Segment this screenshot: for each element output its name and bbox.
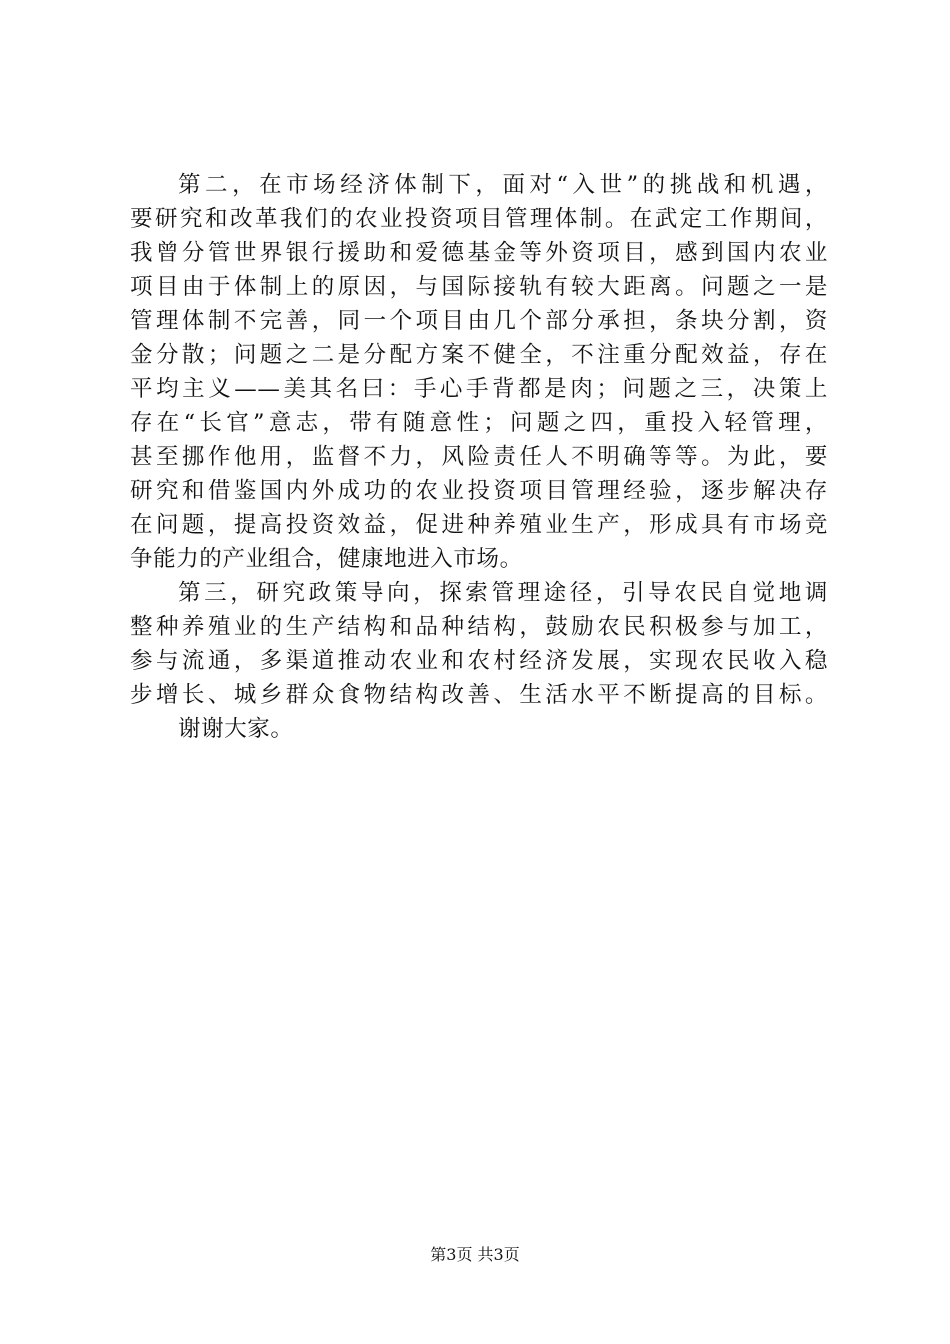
body-text xyxy=(130,168,828,746)
text-line: 项目由于体制上的原因，与国际接轨有较大距离。问题之一是 xyxy=(130,274,828,300)
text-line: 管理体制不完善，同一个项目由几个部分承担，条块分割，资 xyxy=(130,308,828,334)
text-line: 第二，在市场经济体制下，面对“入世”的挑战和机遇， xyxy=(178,172,828,198)
text-line: 整种养殖业的生产结构和品种结构，鼓励农民积极参与加工， xyxy=(130,614,828,640)
text-line: 甚至挪作他用，监督不力，风险责任人不明确等等。为此，要 xyxy=(130,444,828,470)
text-line: 平均主义——美其名曰：手心手背都是肉；问题之三，决策上 xyxy=(130,376,828,402)
text-line: 第三，研究政策导向，探索管理途径，引导农民自觉地调 xyxy=(178,580,828,606)
text-line: 研究和借鉴国内外成功的农业投资项目管理经验，逐步解决存 xyxy=(130,478,828,504)
text-line: 谢谢大家。 xyxy=(178,716,294,742)
text-line: 步增长、城乡群众食物结构改善、生活水平不断提高的目标。 xyxy=(130,682,828,708)
text-line: 参与流通，多渠道推动农业和农村经济发展，实现农民收入稳 xyxy=(130,648,828,674)
text-line: 我曾分管世界银行援助和爱德基金等外资项目，感到国内农业 xyxy=(130,240,828,266)
text-line: 要研究和改革我们的农业投资项目管理体制。在武定工作期间， xyxy=(130,206,828,232)
text-line: 在问题，提高投资效益，促进种养殖业生产，形成具有市场竞 xyxy=(130,512,828,538)
page-footer: 第3页 共3页 xyxy=(430,1245,520,1264)
text-line: 争能力的产业组合，健康地进入市场。 xyxy=(130,546,523,572)
text-line: 存在“长官”意志，带有随意性；问题之四，重投入轻管理， xyxy=(130,410,828,436)
text-line: 金分散；问题之二是分配方案不健全，不注重分配效益，存在 xyxy=(130,342,828,368)
